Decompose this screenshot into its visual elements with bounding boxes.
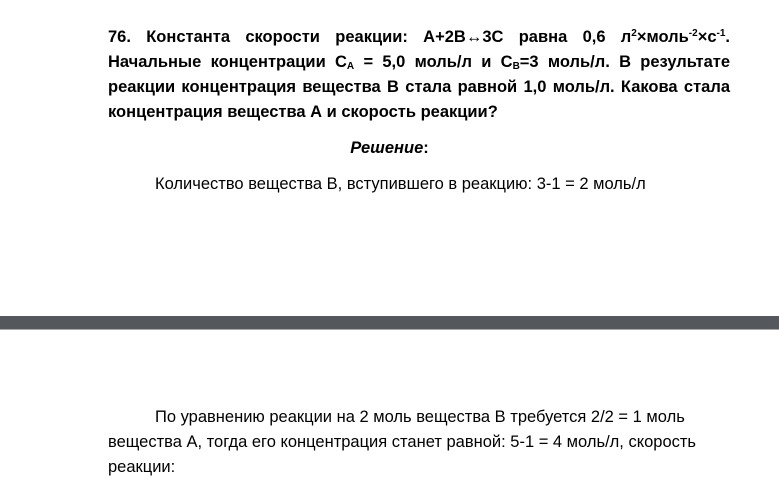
problem-statement	[108, 25, 730, 125]
problem-intro: 76. Константа скорости реакции: А+2В	[108, 28, 466, 46]
solution-heading-text: Решение	[350, 139, 424, 157]
concentration-b-and-question: =3 моль/л. В результате реакции концентрация вещества В стала равной 1,0 моль/л. Какова стала концентрация вещества А и скорость реакции?	[108, 53, 730, 121]
unit-mol: ×моль	[636, 28, 689, 46]
solution-heading-colon: :	[423, 139, 429, 157]
concentration-lead: Начальные концентрации С	[108, 53, 347, 71]
page-separator-shadow	[0, 329, 779, 330]
solution-line-1: Количество вещества В, вступившего в реакцию: 3-1 = 2 моль/л	[155, 175, 646, 193]
unit-seconds: ×с	[697, 28, 717, 46]
subscript-a: А	[346, 61, 355, 72]
reversible-arrow-icon: ↔	[465, 28, 483, 46]
unit-exponent-3: -1	[716, 28, 726, 39]
sentence-end: .	[725, 28, 730, 46]
concentration-a: = 5,0 моль/л и С	[354, 53, 513, 71]
problem-after-arrow: 3С равна 0,6 л	[482, 28, 632, 46]
solution-heading	[0, 136, 779, 161]
unit-exponent-2: -2	[688, 28, 698, 39]
solution-line-2: По уравнению реакции на 2 моль вещества В требуется 2/2 = 1 моль вещества А, тогда его концентрация станет равной: 5-1 = 4 моль/л, скорость реакции:	[108, 408, 697, 476]
page-separator-band	[0, 316, 779, 329]
unit-exponent-1: 2	[631, 28, 637, 39]
subscript-b: В	[512, 61, 520, 72]
